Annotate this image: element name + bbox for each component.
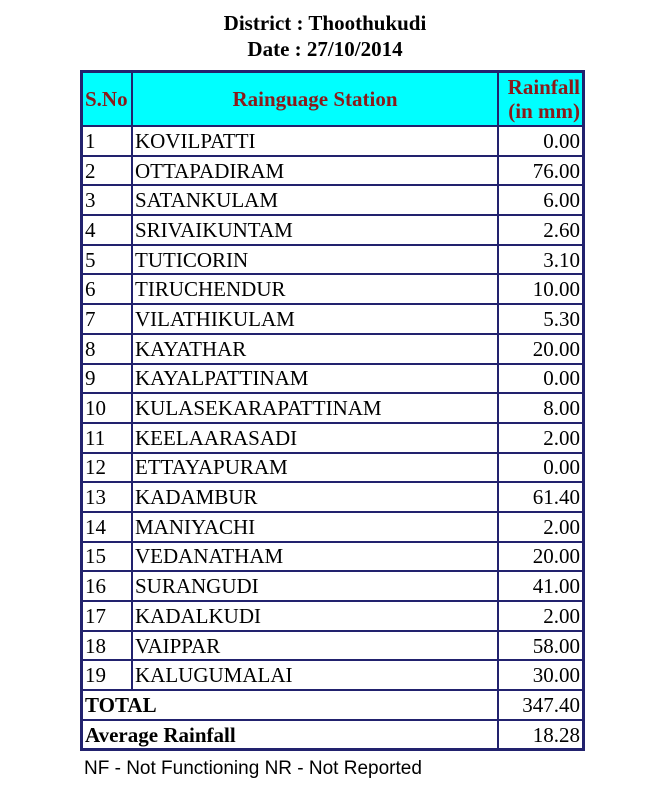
total-row <box>82 690 583 720</box>
cell-station: KOVILPATTI <box>132 126 498 156</box>
cell-rainfall: 30.00 <box>498 660 583 690</box>
cell-sno: 3 <box>82 185 132 215</box>
cell-sno: 19 <box>82 660 132 690</box>
cell-rainfall: 10.00 <box>498 274 583 304</box>
cell-station: SURANGUDI <box>132 571 498 601</box>
cell-station: OTTAPADIRAM <box>132 156 498 186</box>
cell-station: MANIYACHI <box>132 512 498 542</box>
table-row <box>82 245 583 275</box>
cell-rainfall: 20.00 <box>498 542 583 572</box>
cell-sno: 14 <box>82 512 132 542</box>
cell-sno: 4 <box>82 215 132 245</box>
column-header-rainfall <box>498 72 583 126</box>
column-header-rainfall-line1: Rainfall <box>507 75 580 99</box>
cell-station: KAYALPATTINAM <box>132 364 498 394</box>
table-row <box>82 601 583 631</box>
cell-station: KAYATHAR <box>132 334 498 364</box>
cell-sno: 15 <box>82 542 132 572</box>
table-row <box>82 304 583 334</box>
table-row <box>82 423 583 453</box>
table-row <box>82 126 583 156</box>
table-row <box>82 364 583 394</box>
table-row <box>82 571 583 601</box>
cell-sno: 17 <box>82 601 132 631</box>
cell-station: KULASEKARAPATTINAM <box>132 393 498 423</box>
cell-station: VILATHIKULAM <box>132 304 498 334</box>
cell-rainfall: 2.00 <box>498 423 583 453</box>
table-row <box>82 482 583 512</box>
total-value: 347.40 <box>498 690 583 720</box>
table-row <box>82 156 583 186</box>
table-row <box>82 453 583 483</box>
cell-station: KADALKUDI <box>132 601 498 631</box>
cell-sno: 2 <box>82 156 132 186</box>
cell-station: KALUGUMALAI <box>132 660 498 690</box>
cell-sno: 1 <box>82 126 132 156</box>
cell-rainfall: 0.00 <box>498 364 583 394</box>
cell-station: VEDANATHAM <box>132 542 498 572</box>
cell-rainfall: 8.00 <box>498 393 583 423</box>
table-header-row <box>82 72 583 126</box>
cell-station: VAIPPAR <box>132 631 498 661</box>
cell-sno: 12 <box>82 453 132 483</box>
cell-station: SRIVAIKUNTAM <box>132 215 498 245</box>
cell-rainfall: 3.10 <box>498 245 583 275</box>
footnote: NF - Not Functioning NR - Not Reported <box>84 758 422 779</box>
table-row <box>82 334 583 364</box>
cell-rainfall: 5.30 <box>498 304 583 334</box>
report-header <box>0 10 650 62</box>
cell-sno: 16 <box>82 571 132 601</box>
report-date: Date : 27/10/2014 <box>247 37 403 61</box>
cell-rainfall: 0.00 <box>498 453 583 483</box>
cell-rainfall: 6.00 <box>498 185 583 215</box>
cell-sno: 8 <box>82 334 132 364</box>
cell-rainfall: 0.00 <box>498 126 583 156</box>
cell-sno: 9 <box>82 364 132 394</box>
cell-sno: 7 <box>82 304 132 334</box>
total-label: TOTAL <box>82 690 498 720</box>
average-row <box>82 720 583 750</box>
cell-rainfall: 58.00 <box>498 631 583 661</box>
cell-rainfall: 2.00 <box>498 512 583 542</box>
cell-station: TUTICORIN <box>132 245 498 275</box>
district-title: District : Thoothukudi <box>223 11 427 35</box>
table-row <box>82 542 583 572</box>
cell-sno: 18 <box>82 631 132 661</box>
cell-sno: 10 <box>82 393 132 423</box>
cell-sno: 11 <box>82 423 132 453</box>
cell-sno: 5 <box>82 245 132 275</box>
cell-station: KEELAARASADI <box>132 423 498 453</box>
average-value: 18.28 <box>498 720 583 750</box>
table-row <box>82 274 583 304</box>
cell-rainfall: 76.00 <box>498 156 583 186</box>
table-row <box>82 185 583 215</box>
rainfall-table <box>80 70 585 751</box>
table-row <box>82 631 583 661</box>
cell-rainfall: 41.00 <box>498 571 583 601</box>
cell-station: ETTAYAPURAM <box>132 453 498 483</box>
average-label: Average Rainfall <box>82 720 498 750</box>
cell-rainfall: 20.00 <box>498 334 583 364</box>
cell-rainfall: 2.00 <box>498 601 583 631</box>
cell-station: TIRUCHENDUR <box>132 274 498 304</box>
column-header-rainfall-line2: (in mm) <box>508 99 580 123</box>
table-row <box>82 660 583 690</box>
cell-station: SATANKULAM <box>132 185 498 215</box>
cell-sno: 6 <box>82 274 132 304</box>
cell-rainfall: 2.60 <box>498 215 583 245</box>
column-header-sno: S.No <box>82 72 132 126</box>
cell-rainfall: 61.40 <box>498 482 583 512</box>
table-row <box>82 393 583 423</box>
table-row <box>82 512 583 542</box>
table-row <box>82 215 583 245</box>
cell-station: KADAMBUR <box>132 482 498 512</box>
cell-sno: 13 <box>82 482 132 512</box>
table-body <box>82 126 583 690</box>
column-header-station: Rainguage Station <box>132 72 498 126</box>
